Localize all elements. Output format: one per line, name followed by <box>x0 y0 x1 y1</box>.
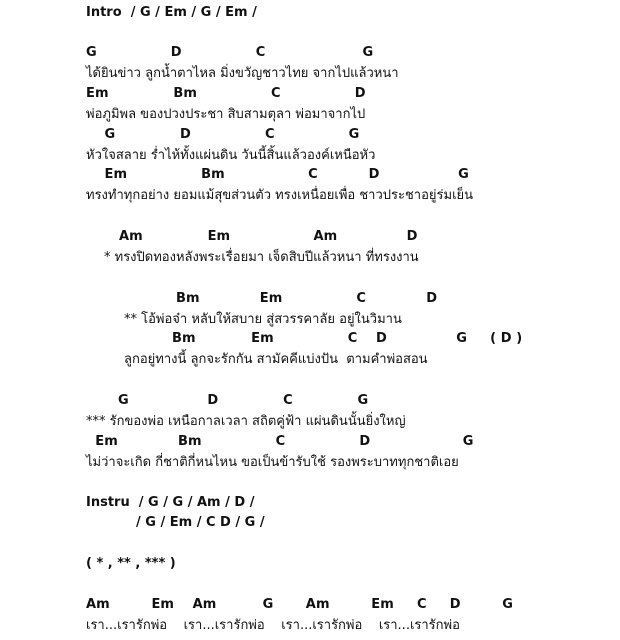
instru-line-2: / G / Em / C D / G / <box>136 515 265 530</box>
intro-line: Intro / G / Em / G / Em / <box>86 5 257 20</box>
outro-lyric: เรา...เรารักพ่อ เรา...เรารักพ่อ เรา...เรารักพ่อ เรา...เรารักพ่อ <box>86 618 460 633</box>
chorus2-lyric-1: ** โอ้พ่อจ๋า หลับให้สบาย สู่สวรรคาลัย อยู่ในวิมาน <box>124 312 402 327</box>
verse1-chords-4: Em Bm C D G <box>86 167 469 182</box>
verse1-chords-1: G D C G <box>86 45 374 60</box>
verse1-chords-3: G D C G <box>86 127 360 142</box>
chorus2-chords-1: Bm Em C D <box>176 291 438 306</box>
verse1-lyric-1: ได้ยินข่าว ลูกน้ำตาไหล มิ่งขวัญชาวไทย จากไปแล้วหนา <box>86 66 399 81</box>
repeat-marker: ( * , ** , *** ) <box>86 556 176 571</box>
outro-chords: Am Em Am G Am Em C D G <box>86 597 514 612</box>
chorus3-chords-2: Em Bm C D G <box>86 434 474 449</box>
chorus3-lyric-1: *** รักของพ่อ เหนือกาลเวลา สถิตคู่ฟ้า แผ่นดินนั้นยิ่งใหญ่ <box>86 414 406 429</box>
chorus1-lyric-1: * ทรงปิดทองหลังพระเรื่อยมา เจ็ดสิบปีแล้วหนา ที่ทรงงาน <box>104 250 419 265</box>
chorus2-chords-2: Bm Em C D G ( D ) <box>172 331 523 346</box>
chorus3-chords-1: G D C G <box>118 393 369 408</box>
verse1-lyric-3: หัวใจสลาย ร่ำไห้ทั้งแผ่นดิน วันนี้สิ้นแล้วองค์เหนือหัว <box>86 148 376 163</box>
verse1-lyric-2: พ่อภูมิพล ของปวงประชา สิบสามตุลา พ่อมาจากไป <box>86 107 366 122</box>
chorus3-lyric-2: ไม่ว่าจะเกิด กี่ชาติกี่หนไหน ขอเป็นข้ารับใช้ รองพระบาททุกชาติเอย <box>86 455 459 470</box>
chorus2-lyric-2: ลูกอยู่ทางนี้ ลูกจะรักกัน สามัคคีแบ่งปัน ตามคำพ่อสอน <box>124 352 428 367</box>
instru-line-1: Instru / G / G / Am / D / <box>86 495 255 510</box>
verse1-lyric-4: ทรงทำทุกอย่าง ยอมแม้สุขส่วนตัว ทรงเหนื่อยเพื่อ ชาวประชาอยู่ร่มเย็น <box>86 188 474 203</box>
chorus1-chords-1: Am Em Am D <box>119 229 418 244</box>
verse1-chords-2: Em Bm C D <box>86 86 366 101</box>
